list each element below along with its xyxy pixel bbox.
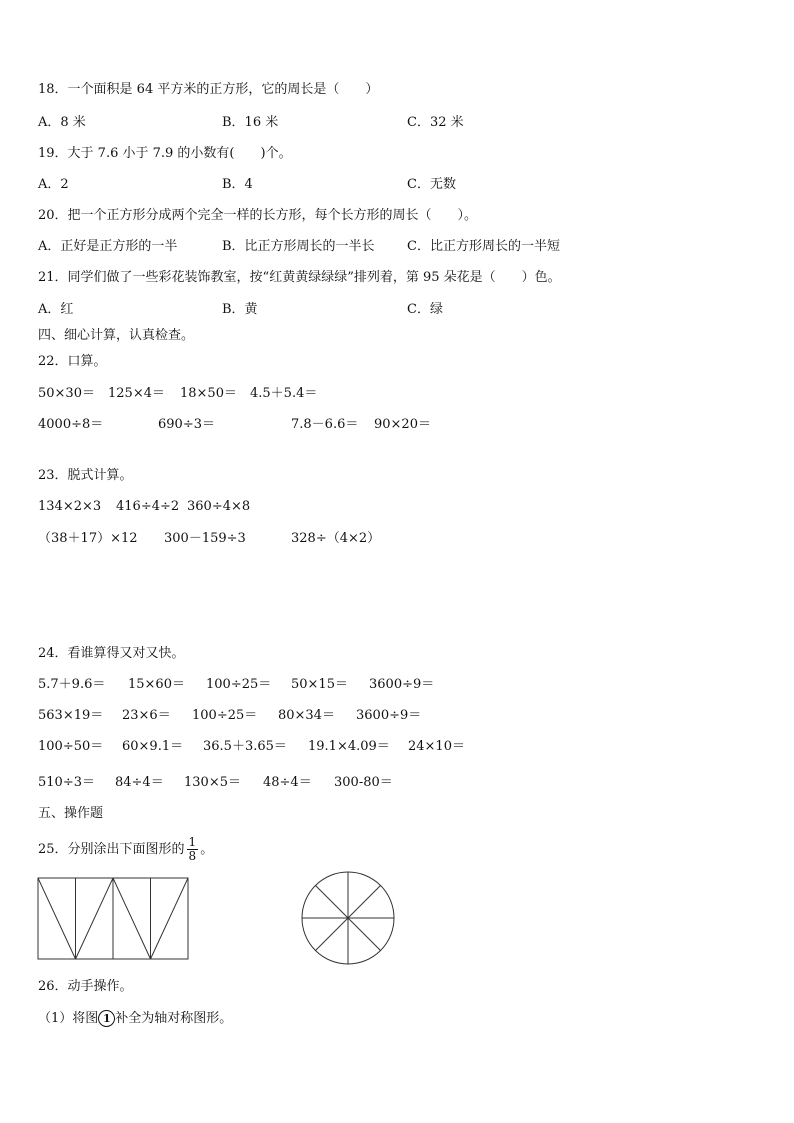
calc-item: 300-80＝	[334, 775, 393, 790]
calc-item: 36.5＋3.65＝	[203, 739, 287, 754]
calc-item: 4.5＋5.4＝	[250, 386, 318, 401]
question-21: 21．同学们做了一些彩花装饰教室，按“红黄黄绿绿绿”排列着，第 95 朵花是（ ）色。	[38, 270, 561, 285]
option-c: C．比正方形周长的一半短	[407, 239, 560, 254]
calc-item: 4000÷8＝	[38, 417, 104, 432]
calc-item: 563×19＝	[38, 708, 104, 723]
rectangle-triangles-figure	[37, 877, 191, 961]
calc-item: 60×9.1＝	[122, 739, 184, 754]
option-a: A．正好是正方形的一半	[38, 239, 178, 254]
option-b: B．比正方形周长的一半长	[222, 239, 375, 254]
circled-number-1: 1	[98, 1010, 115, 1027]
option-c: C．绿	[407, 302, 443, 317]
question-23: 23．脱式计算。	[38, 468, 133, 483]
calc-item: 50×30＝	[38, 386, 95, 401]
sub1-suffix: 补全为轴对称图形。	[115, 1011, 233, 1026]
calc-item: 100÷50＝	[38, 739, 104, 754]
calc-item: 15×60＝	[128, 677, 185, 692]
option-a: A．8 米	[38, 115, 86, 130]
option-a: A．2	[38, 177, 69, 192]
calc-item: （38＋17）×12	[38, 531, 138, 546]
question-24: 24．看谁算得又对又快。	[38, 646, 185, 661]
calc-item: 360÷4×8	[187, 499, 251, 514]
option-a: A．红	[38, 302, 74, 317]
question-26-sub1	[38, 1010, 232, 1027]
calc-item: 416÷4÷2	[116, 499, 180, 514]
question-18: 18．一个面积是 64 平方米的正方形，它的周长是（ ）	[38, 82, 379, 97]
fraction	[187, 836, 199, 863]
calc-item: 90×20＝	[374, 417, 431, 432]
calc-item: 50×15＝	[291, 677, 348, 692]
question-26: 26．动手操作。	[38, 979, 133, 994]
sub1-prefix: （1）将图	[38, 1011, 99, 1026]
question-19: 19．大于 7.6 小于 7.9 的小数有( )个。	[38, 146, 292, 161]
calc-item: 7.8－6.6＝	[291, 417, 359, 432]
calc-item: 690÷3＝	[158, 417, 215, 432]
question-22: 22．口算。	[38, 354, 107, 369]
option-c: C．无数	[407, 177, 456, 192]
option-c: C．32 米	[407, 115, 464, 130]
calc-item: 300－159÷3	[164, 531, 246, 546]
question-25-suffix: 。	[200, 842, 214, 857]
calc-item: 100÷25＝	[192, 708, 258, 723]
calc-item: 328÷（4×2）	[291, 531, 381, 546]
calc-item: 125×4＝	[108, 386, 165, 401]
option-b: B．黄	[222, 302, 258, 317]
calc-item: 3600÷9＝	[356, 708, 422, 723]
calc-item: 84÷4＝	[115, 775, 164, 790]
section-heading-5: 五、操作题	[38, 806, 104, 821]
calc-item: 18×50＝	[180, 386, 237, 401]
calc-item: 510÷3＝	[38, 775, 95, 790]
question-25-text: 25．分别涂出下面图形的	[38, 842, 185, 857]
fraction-denominator: 8	[188, 849, 197, 863]
calc-item: 130×5＝	[184, 775, 241, 790]
option-b: B．4	[222, 177, 253, 192]
calc-item: 100÷25＝	[206, 677, 272, 692]
question-20: 20．把一个正方形分成两个完全一样的长方形，每个长方形的周长（ ）。	[38, 208, 478, 223]
circle-sectors-figure	[300, 870, 396, 966]
calc-item: 48÷4＝	[263, 775, 312, 790]
section-heading-4: 四、细心计算，认真检查。	[38, 328, 195, 343]
calc-item: 23×6＝	[122, 708, 171, 723]
calc-item: 3600÷9＝	[369, 677, 435, 692]
calc-item: 19.1×4.09＝	[308, 739, 390, 754]
fraction-numerator: 1	[188, 835, 197, 849]
calc-item: 134×2×3	[38, 499, 102, 514]
calc-item: 5.7＋9.6＝	[38, 677, 106, 692]
option-b: B．16 米	[222, 115, 279, 130]
calc-item: 80×34＝	[278, 708, 335, 723]
question-25	[38, 836, 213, 863]
calc-item: 24×10＝	[408, 739, 465, 754]
